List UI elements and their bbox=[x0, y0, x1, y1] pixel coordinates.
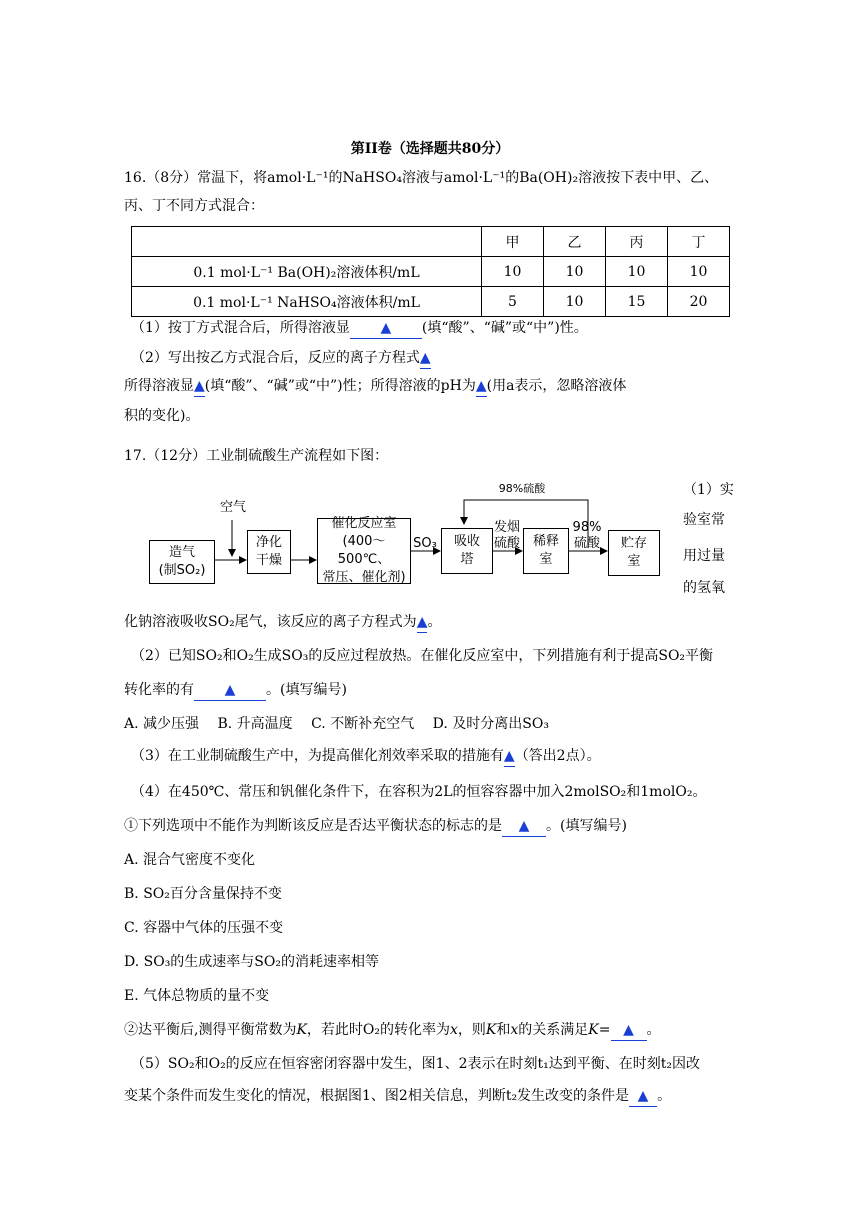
answer-blank[interactable]: ▲ bbox=[194, 680, 266, 701]
label-line: 硫酸 bbox=[573, 536, 600, 551]
symbol-x: x bbox=[510, 1022, 519, 1038]
side-text-3: 用过量 bbox=[683, 548, 725, 564]
table-cell: 10 bbox=[482, 257, 544, 287]
q16-line1: 16.（8分）常温下，将amol·L⁻¹的NaHSO₄溶液与amol·L⁻¹的Ba(OH)₂溶液按下表中甲、乙、 bbox=[124, 170, 719, 186]
text: （答出2点）。 bbox=[514, 748, 601, 764]
text: (填“酸”、“碱”或“中”)性；所得溶液的pH为 bbox=[204, 378, 476, 394]
q17-part5-line2 bbox=[124, 1086, 671, 1107]
table-cell: 0.1 mol·L⁻¹ Ba(OH)₂溶液体积/mL bbox=[132, 257, 482, 287]
table-cell: 20 bbox=[668, 287, 730, 317]
table-header-bing: 丙 bbox=[606, 227, 668, 257]
text: （3）在工业制硫酸生产中，为提高催化剂效率采取的措施有 bbox=[131, 748, 504, 764]
box-label: 干燥 bbox=[255, 553, 282, 568]
q17-part4-1 bbox=[124, 816, 627, 837]
table-cell: 10 bbox=[668, 257, 730, 287]
answer-blank[interactable]: ▲ bbox=[502, 816, 546, 837]
box-label: 造气 bbox=[168, 545, 195, 560]
section-title: 第II卷（选择题共80分） bbox=[350, 141, 510, 157]
label-line: 硫酸 bbox=[493, 536, 520, 551]
q17-part2-line2 bbox=[124, 680, 347, 701]
q17-part1-cont bbox=[124, 612, 441, 633]
text: ①下列选项中不能作为判断该反应是否达平衡状态的标志的是 bbox=[124, 818, 502, 834]
label-line: 发烟 bbox=[493, 520, 520, 535]
box-label: (制SO₂) bbox=[158, 563, 206, 578]
side-text-2: 验室常 bbox=[683, 512, 725, 528]
box-label: (400～500℃、 bbox=[337, 534, 391, 567]
q17-part4: （4）在450℃、常压和钒催化条件下，在容积为2L的恒容容器中加入2molSO₂和1molO₂。 bbox=[131, 784, 707, 800]
text: （1）按丁方式混合后，所得溶液显 bbox=[131, 320, 350, 336]
table-cell: 10 bbox=[544, 287, 606, 317]
text: ②达平衡后,测得平衡常数为 bbox=[124, 1022, 297, 1038]
box-dilution-room bbox=[523, 528, 569, 574]
text: 化钠溶液吸收SO₂尾气，该反应的离子方程式为 bbox=[124, 614, 417, 630]
text: （2）写出按乙方式混合后，反应的离子方程式 bbox=[131, 350, 420, 366]
box-catalytic-reactor bbox=[317, 518, 411, 584]
option-d: D. SO₃的生成速率与SO₂的消耗速率相等 bbox=[124, 954, 379, 970]
option-b: B. SO₂百分含量保持不变 bbox=[124, 886, 282, 902]
q17-part2-options: A. 减少压强 B. 升高温度 C. 不断补充空气 D. 及时分离出SO₃ bbox=[124, 716, 549, 732]
text: (用a表示，忽略溶液体 bbox=[486, 378, 627, 394]
symbol-k: K bbox=[296, 1022, 307, 1038]
answer-blank[interactable]: ▲ bbox=[629, 1086, 657, 1107]
answer-blank[interactable]: ▲ bbox=[611, 1020, 647, 1041]
text: 变某个条件而发生变化的情况，根据图1、图2相关信息，判断t₂发生改变的条件是 bbox=[124, 1088, 630, 1104]
option-e: E. 气体总物质的量不变 bbox=[124, 988, 270, 1004]
table-header-jia: 甲 bbox=[482, 227, 544, 257]
symbol-x: x bbox=[450, 1022, 458, 1038]
box-absorption-tower bbox=[441, 528, 493, 574]
symbol-k: K bbox=[485, 1022, 497, 1038]
box-label: 净化 bbox=[255, 535, 282, 550]
symbol-k: K bbox=[588, 1022, 599, 1038]
option-c: C. 容器中气体的压强不变 bbox=[124, 920, 284, 936]
table-header-yi: 乙 bbox=[544, 227, 606, 257]
text: 和 bbox=[496, 1022, 511, 1038]
text: (填“酸”、“碱”或“中”)性。 bbox=[421, 320, 588, 336]
box-gas-making bbox=[149, 540, 215, 584]
table-header-ding: 丁 bbox=[668, 227, 730, 257]
answer-blank[interactable]: ▲ bbox=[350, 318, 422, 339]
answer-blank[interactable]: ▲ bbox=[417, 612, 428, 633]
box-label: 吸收 bbox=[453, 534, 480, 549]
text: 所得溶液显 bbox=[124, 378, 194, 394]
box-label: 稀释 bbox=[532, 534, 559, 549]
box-label: 贮存 bbox=[620, 536, 647, 551]
box-storage-room bbox=[608, 530, 660, 576]
text: 。(填写编号) bbox=[266, 682, 347, 698]
so3-label: SO₃ bbox=[413, 536, 437, 551]
text: 的关系满足 bbox=[518, 1022, 589, 1038]
recycle-label: 98%硫酸 bbox=[498, 482, 546, 495]
side-text-1: （1）实 bbox=[683, 482, 734, 498]
side-text-4: 的氢氧 bbox=[683, 580, 725, 596]
answer-blank[interactable]: ▲ bbox=[420, 348, 431, 369]
q17-part4-2 bbox=[124, 1020, 661, 1041]
box-label: 催化反应室 bbox=[331, 516, 397, 531]
text: 。 bbox=[657, 1088, 672, 1104]
text: 。 bbox=[646, 1022, 661, 1038]
box-label: 室 bbox=[627, 554, 641, 569]
answer-blank[interactable]: ▲ bbox=[504, 746, 515, 767]
q17-part3 bbox=[131, 746, 601, 767]
text: ，若此时O₂的转化率为 bbox=[306, 1022, 451, 1038]
table-cell: 0.1 mol·L⁻¹ NaHSO₄溶液体积/mL bbox=[132, 287, 482, 317]
label-line: 98% bbox=[572, 520, 602, 535]
text: 转化率的有 bbox=[124, 682, 194, 698]
text: ，则 bbox=[457, 1022, 486, 1038]
acid-98-label bbox=[569, 520, 605, 552]
box-label: 塔 bbox=[460, 552, 474, 567]
text: 。(填写编号) bbox=[546, 818, 627, 834]
box-purify-dry bbox=[247, 530, 291, 574]
box-label: 常压、催化剂) bbox=[322, 570, 406, 585]
q16-line2: 丙、丁不同方式混合： bbox=[124, 198, 264, 214]
box-label: 室 bbox=[539, 552, 553, 567]
q17-intro: 17.（12分）工业制硫酸生产流程如下图： bbox=[124, 448, 389, 464]
table-cell: 10 bbox=[606, 257, 668, 287]
q17-part5: （5）SO₂和O₂的反应在恒容密闭容器中发生，图1、2表示在时刻t₁达到平衡、在时刻t₂因改 bbox=[131, 1056, 700, 1072]
fuming-acid-label bbox=[492, 520, 522, 552]
table-cell: 5 bbox=[482, 287, 544, 317]
text: = bbox=[598, 1022, 611, 1038]
q17-part2: （2）已知SO₂和O₂生成SO₃的反应过程放热。在催化反应室中，下列措施有利于提高SO₂平衡 bbox=[131, 648, 714, 664]
air-label: 空气 bbox=[219, 500, 246, 515]
text: 。 bbox=[427, 614, 442, 630]
option-a: A. 混合气密度不变化 bbox=[124, 852, 256, 868]
q16-part2-end: 积的变化)。 bbox=[124, 408, 200, 424]
answer-blank[interactable]: ▲ bbox=[476, 376, 487, 397]
table-cell: 15 bbox=[606, 287, 668, 317]
table-cell: 10 bbox=[544, 257, 606, 287]
answer-blank[interactable]: ▲ bbox=[194, 376, 205, 397]
